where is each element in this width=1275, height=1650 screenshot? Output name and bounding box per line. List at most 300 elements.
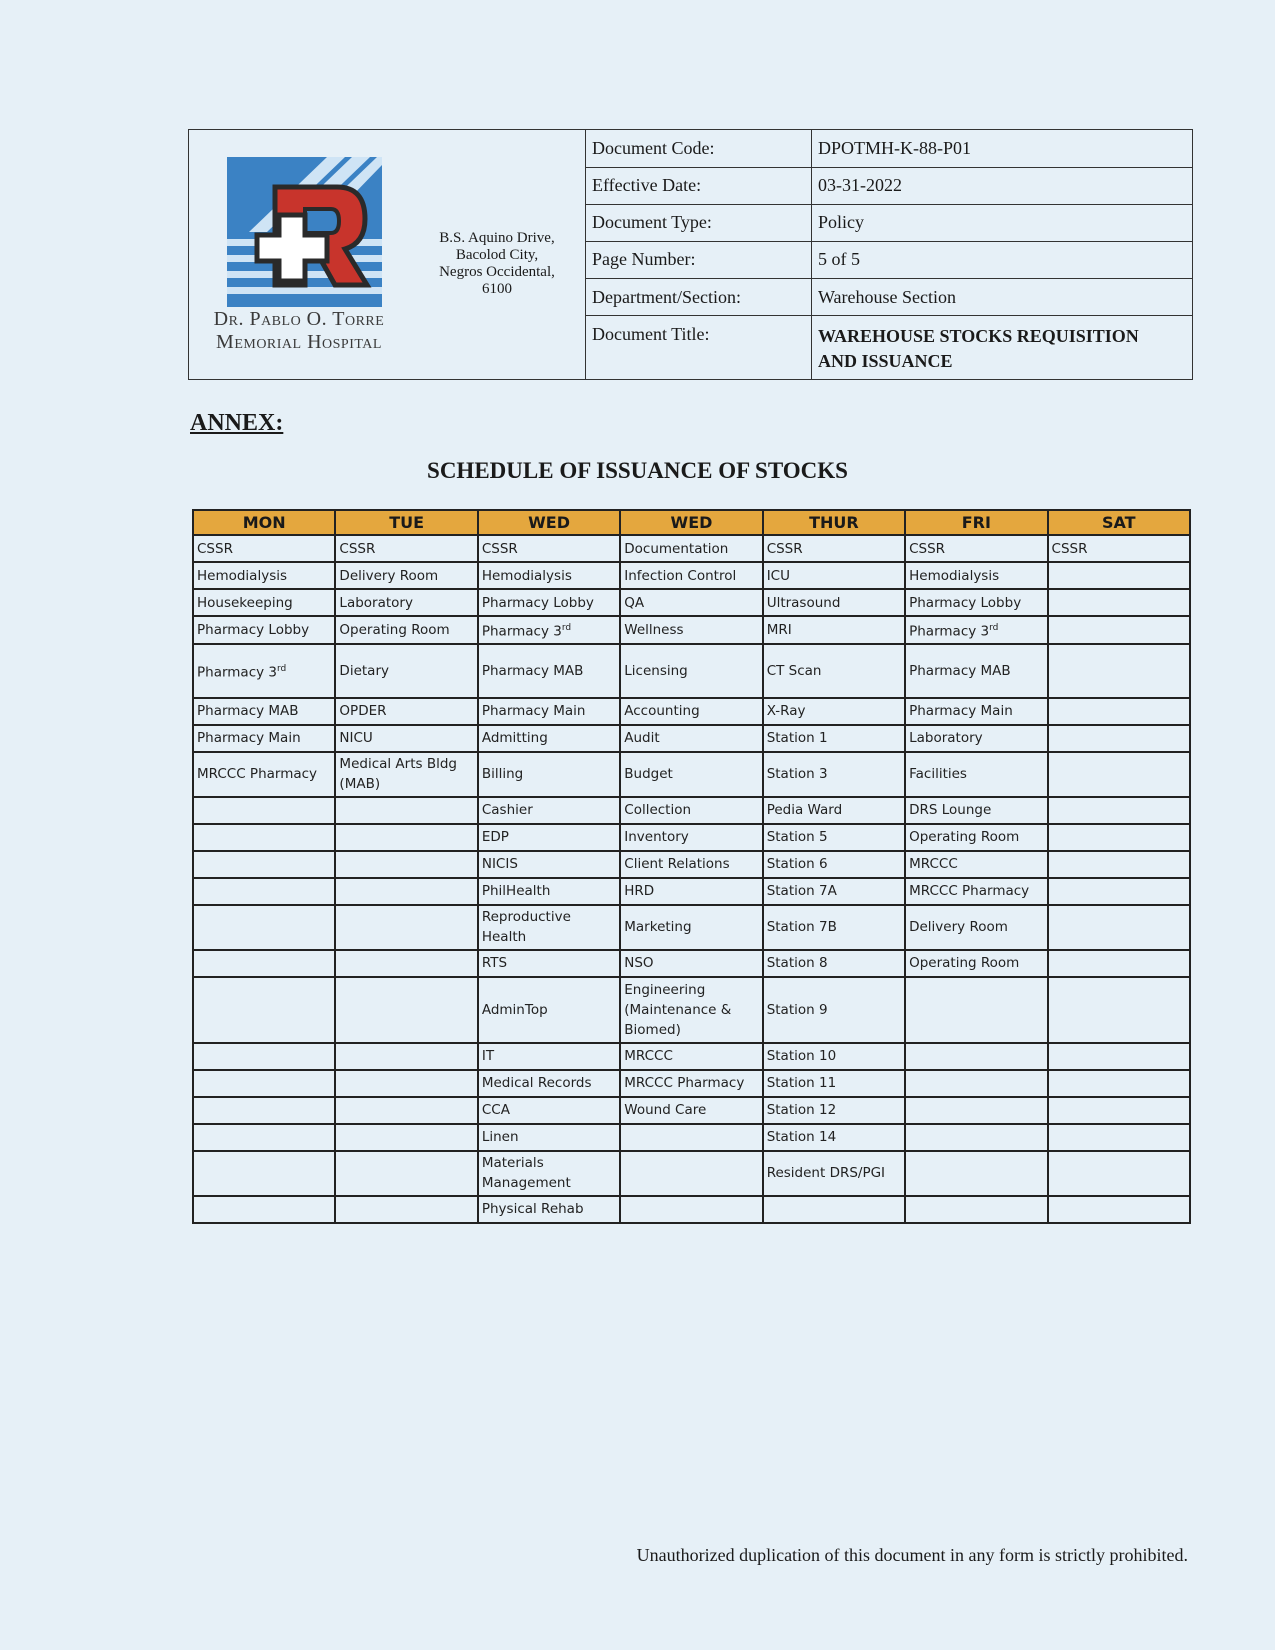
cell-text: ICU bbox=[766, 567, 790, 584]
cell-text: MRCCC bbox=[909, 856, 958, 872]
schedule-table bbox=[192, 509, 1191, 1224]
table-cell bbox=[763, 878, 905, 905]
table-cell bbox=[335, 905, 477, 950]
table-cell bbox=[763, 905, 905, 950]
cell-text: Cashier bbox=[481, 802, 533, 818]
table-cell bbox=[620, 905, 762, 950]
table-cell bbox=[620, 1124, 762, 1151]
table-cell bbox=[1048, 905, 1190, 950]
cell-text: Facilities bbox=[909, 766, 967, 782]
cell-text: MRCCC Pharmacy bbox=[197, 766, 318, 782]
table-cell bbox=[478, 616, 620, 644]
meta-row bbox=[586, 279, 1192, 316]
table-cell bbox=[193, 1124, 335, 1151]
cell-text: Hemodialysis bbox=[909, 567, 1000, 584]
table-cell bbox=[335, 797, 477, 824]
table-cell bbox=[763, 616, 905, 644]
cell-text: MRCCC Pharmacy bbox=[624, 1075, 745, 1091]
column-header-thur: THUR bbox=[763, 510, 905, 535]
table-cell bbox=[763, 1151, 905, 1196]
cell-text: Medical Records bbox=[481, 1075, 592, 1091]
table-cell bbox=[335, 824, 477, 851]
table-cell bbox=[193, 725, 335, 752]
cell-text: Inventory bbox=[624, 829, 689, 845]
table-cell bbox=[620, 824, 762, 851]
table-cell bbox=[193, 1043, 335, 1070]
table-cell bbox=[478, 950, 620, 977]
table-cell bbox=[620, 1097, 762, 1124]
cell-text: RTS bbox=[481, 955, 508, 971]
cell-text: Station 12 bbox=[766, 1102, 837, 1118]
table-cell bbox=[335, 851, 477, 878]
table-cell bbox=[620, 725, 762, 752]
table-cell bbox=[478, 1151, 620, 1196]
table-cell bbox=[478, 878, 620, 905]
table-cell bbox=[763, 562, 905, 589]
table-row bbox=[193, 535, 1190, 562]
meta-row bbox=[586, 204, 1192, 241]
table-cell bbox=[335, 589, 477, 616]
table-row bbox=[193, 644, 1190, 698]
table-cell bbox=[905, 589, 1047, 616]
table-cell bbox=[193, 1097, 335, 1124]
table-cell bbox=[905, 797, 1047, 824]
table-row bbox=[193, 851, 1190, 878]
cell-text: Collection bbox=[624, 802, 692, 818]
table-cell bbox=[1048, 616, 1190, 644]
meta-label: Department/Section: bbox=[586, 279, 812, 316]
cell-text: Operating Room bbox=[909, 829, 1020, 845]
cell-text: Reproductive Health bbox=[481, 909, 571, 945]
table-cell bbox=[763, 1070, 905, 1097]
table-cell bbox=[620, 535, 762, 562]
table-cell bbox=[478, 905, 620, 950]
cell-text: Materials Management bbox=[481, 1155, 571, 1191]
document-title-line1: WAREHOUSE STOCKS REQUISITION bbox=[818, 326, 1139, 347]
cell-text: Hemodialysis bbox=[481, 567, 572, 584]
table-row bbox=[193, 1124, 1190, 1151]
schedule-title: SCHEDULE OF ISSUANCE OF STOCKS bbox=[427, 458, 848, 483]
cell-text: Operating Room bbox=[339, 621, 450, 638]
table-cell bbox=[1048, 535, 1190, 562]
table-cell bbox=[905, 725, 1047, 752]
table-cell bbox=[905, 752, 1047, 797]
cell-text: X-Ray bbox=[766, 703, 806, 719]
table-cell bbox=[1048, 1097, 1190, 1124]
table-cell bbox=[335, 725, 477, 752]
cell-text: Pharmacy Main bbox=[197, 730, 301, 746]
cell-text: Hemodialysis bbox=[197, 567, 288, 584]
cell-text: Station 7A bbox=[766, 883, 837, 899]
meta-value: 03-31-2022 bbox=[812, 167, 1193, 204]
table-row bbox=[193, 1151, 1190, 1196]
meta-row bbox=[586, 167, 1192, 204]
table-row bbox=[193, 698, 1190, 725]
table-cell bbox=[620, 977, 762, 1043]
table-cell bbox=[1048, 977, 1190, 1043]
column-header-wed: WED bbox=[478, 510, 620, 535]
table-cell bbox=[1048, 1070, 1190, 1097]
table-cell bbox=[905, 905, 1047, 950]
cell-text: Operating Room bbox=[909, 955, 1020, 971]
cell-text: CCA bbox=[481, 1102, 510, 1118]
column-header-mon: MON bbox=[193, 510, 335, 535]
table-cell bbox=[905, 616, 1047, 644]
table-cell bbox=[193, 644, 335, 698]
cell-text: Pharmacy Main bbox=[909, 703, 1013, 719]
table-cell bbox=[335, 977, 477, 1043]
meta-label: Document Title: bbox=[586, 316, 812, 379]
table-cell bbox=[620, 1070, 762, 1097]
cell-text: Station 1 bbox=[766, 730, 828, 746]
cell-text: Medical Arts Bldg (MAB) bbox=[339, 756, 457, 792]
table-cell bbox=[1048, 1043, 1190, 1070]
cell-text: CSSR bbox=[197, 540, 233, 557]
table-cell bbox=[905, 562, 1047, 589]
table-cell bbox=[335, 1097, 477, 1124]
table-cell bbox=[193, 950, 335, 977]
table-cell bbox=[905, 851, 1047, 878]
cell-text: AdminTop bbox=[481, 1001, 548, 1018]
table-cell bbox=[620, 797, 762, 824]
cell-text: PhilHealth bbox=[481, 883, 551, 899]
table-cell bbox=[335, 1196, 477, 1223]
table-cell bbox=[478, 824, 620, 851]
table-cell bbox=[193, 797, 335, 824]
table-cell bbox=[763, 725, 905, 752]
table-cell bbox=[193, 824, 335, 851]
cell-text: Infection Control bbox=[624, 567, 737, 584]
table-row bbox=[193, 725, 1190, 752]
table-cell bbox=[335, 1151, 477, 1196]
cell-text: Pharmacy MAB bbox=[197, 703, 299, 719]
table-cell bbox=[620, 616, 762, 644]
meta-label: Document Type: bbox=[586, 204, 812, 241]
table-cell bbox=[1048, 698, 1190, 725]
table-cell bbox=[1048, 1196, 1190, 1223]
cell-text: CT Scan bbox=[766, 662, 822, 679]
table-row bbox=[193, 1196, 1190, 1223]
cell-text: Documentation bbox=[624, 540, 729, 557]
column-header-tue: TUE bbox=[335, 510, 477, 535]
ordinal-superscript: rd bbox=[561, 623, 572, 633]
table-cell bbox=[335, 535, 477, 562]
cell-text: Pharmacy 3 bbox=[481, 623, 562, 640]
cell-text: Physical Rehab bbox=[481, 1201, 584, 1217]
table-cell bbox=[1048, 1151, 1190, 1196]
table-cell bbox=[620, 1043, 762, 1070]
schedule-header-row bbox=[193, 510, 1190, 535]
table-cell bbox=[905, 1070, 1047, 1097]
cell-text: Licensing bbox=[624, 662, 688, 679]
meta-value: 5 of 5 bbox=[812, 241, 1193, 278]
table-cell bbox=[478, 589, 620, 616]
hospital-address bbox=[417, 230, 577, 298]
table-cell bbox=[478, 1124, 620, 1151]
cell-text: Station 3 bbox=[766, 766, 828, 782]
cell-text: Delivery Room bbox=[339, 567, 439, 584]
table-cell bbox=[335, 698, 477, 725]
table-cell bbox=[620, 698, 762, 725]
cell-text: Linen bbox=[481, 1129, 519, 1145]
table-cell bbox=[193, 698, 335, 725]
column-header-wed: WED bbox=[620, 510, 762, 535]
meta-value: Policy bbox=[812, 204, 1193, 241]
table-cell bbox=[905, 1151, 1047, 1196]
cell-text: Station 8 bbox=[766, 955, 828, 971]
cell-text: CSSR bbox=[909, 540, 946, 557]
cell-text: Marketing bbox=[624, 919, 692, 935]
table-cell bbox=[335, 1124, 477, 1151]
table-cell bbox=[763, 977, 905, 1043]
address-line: B.S. Aquino Drive, bbox=[439, 230, 555, 246]
meta-value: DPOTMH-K-88-P01 bbox=[812, 130, 1193, 167]
document-title-line2: AND ISSUANCE bbox=[818, 351, 953, 372]
document-meta-table bbox=[586, 130, 1192, 379]
column-header-sat: SAT bbox=[1048, 510, 1190, 535]
table-cell bbox=[335, 1070, 477, 1097]
cell-text: OPDER bbox=[339, 703, 387, 719]
table-cell bbox=[1048, 725, 1190, 752]
table-cell bbox=[478, 797, 620, 824]
table-cell bbox=[478, 698, 620, 725]
cell-text: Billing bbox=[481, 766, 524, 782]
hospital-name-line2: Memorial Hospital bbox=[216, 331, 382, 353]
cell-text: Admitting bbox=[481, 730, 548, 746]
table-cell bbox=[335, 752, 477, 797]
table-row bbox=[193, 977, 1190, 1043]
table-cell bbox=[335, 1043, 477, 1070]
cell-text: MRCCC bbox=[624, 1048, 673, 1064]
cell-text: EDP bbox=[481, 829, 509, 845]
cell-text: Client Relations bbox=[624, 856, 730, 872]
hospital-name-line1: Dr. Pablo O. Torre bbox=[213, 308, 385, 330]
meta-label: Document Code: bbox=[586, 130, 812, 167]
cell-text: Housekeeping bbox=[197, 594, 293, 611]
address-line: Negros Occidental, bbox=[439, 264, 555, 280]
table-cell bbox=[335, 950, 477, 977]
cell-text: Station 7B bbox=[766, 919, 837, 935]
table-cell bbox=[763, 950, 905, 977]
cell-text: Pharmacy Lobby bbox=[197, 621, 310, 638]
document-title bbox=[812, 316, 1193, 379]
table-cell bbox=[1048, 644, 1190, 698]
hospital-logo-icon bbox=[227, 157, 387, 309]
table-cell bbox=[193, 752, 335, 797]
table-cell bbox=[193, 616, 335, 644]
cell-text: Station 11 bbox=[766, 1075, 837, 1091]
cell-text: IT bbox=[481, 1048, 495, 1064]
table-cell bbox=[905, 1043, 1047, 1070]
cell-text: Laboratory bbox=[909, 730, 983, 746]
table-cell bbox=[763, 797, 905, 824]
table-cell bbox=[905, 1196, 1047, 1223]
table-cell bbox=[478, 535, 620, 562]
cell-text: CSSR bbox=[766, 540, 803, 557]
table-cell bbox=[620, 752, 762, 797]
document-meta bbox=[586, 130, 1192, 379]
cell-text: NICIS bbox=[481, 856, 518, 872]
table-cell bbox=[1048, 1124, 1190, 1151]
hospital-name bbox=[199, 308, 399, 354]
table-cell bbox=[905, 1124, 1047, 1151]
table-row bbox=[193, 878, 1190, 905]
document-header bbox=[188, 129, 1193, 380]
cell-text: Resident DRS/PGI bbox=[766, 1165, 886, 1181]
table-cell bbox=[763, 535, 905, 562]
table-cell bbox=[335, 616, 477, 644]
cell-text: Pharmacy MAB bbox=[481, 662, 584, 679]
table-cell bbox=[763, 644, 905, 698]
table-cell bbox=[620, 562, 762, 589]
cell-text: Engineering (Maintenance & Biomed) bbox=[624, 981, 732, 1038]
ordinal-superscript: rd bbox=[277, 663, 287, 674]
table-cell bbox=[1048, 851, 1190, 878]
cell-text: Station 6 bbox=[766, 856, 828, 872]
table-cell bbox=[763, 1196, 905, 1223]
table-cell bbox=[1048, 589, 1190, 616]
cell-text: Pharmacy 3 bbox=[909, 623, 990, 640]
table-cell bbox=[905, 824, 1047, 851]
table-cell bbox=[193, 977, 335, 1043]
cell-text: Ultrasound bbox=[766, 594, 841, 611]
table-cell bbox=[478, 1070, 620, 1097]
table-row bbox=[193, 1070, 1190, 1097]
table-cell bbox=[620, 1196, 762, 1223]
table-cell bbox=[763, 851, 905, 878]
table-row bbox=[193, 1097, 1190, 1124]
cell-text: Station 10 bbox=[766, 1048, 837, 1064]
table-row bbox=[193, 752, 1190, 797]
table-cell bbox=[335, 878, 477, 905]
table-cell bbox=[193, 1070, 335, 1097]
cell-text: Audit bbox=[624, 730, 660, 746]
table-cell bbox=[193, 878, 335, 905]
cell-text: MRCCC Pharmacy bbox=[909, 883, 1030, 899]
table-cell bbox=[620, 589, 762, 616]
table-cell bbox=[478, 644, 620, 698]
cell-text: NICU bbox=[339, 730, 373, 746]
cell-text: Pharmacy Main bbox=[481, 703, 586, 719]
table-cell bbox=[193, 905, 335, 950]
cell-text: Pharmacy 3 bbox=[197, 664, 277, 681]
table-cell bbox=[620, 1151, 762, 1196]
meta-row bbox=[586, 241, 1192, 278]
table-cell bbox=[478, 1043, 620, 1070]
cell-text: Station 14 bbox=[766, 1129, 837, 1145]
table-cell bbox=[335, 644, 477, 698]
table-cell bbox=[478, 1097, 620, 1124]
table-cell bbox=[905, 1097, 1047, 1124]
footer-notice: Unauthorized duplication of this document in any form is strictly prohibited. bbox=[636, 1545, 1188, 1565]
table-cell bbox=[1048, 797, 1190, 824]
address-line: Bacolod City, bbox=[455, 247, 539, 263]
table-cell bbox=[478, 977, 620, 1043]
table-cell bbox=[620, 644, 762, 698]
meta-row bbox=[586, 130, 1192, 167]
table-cell bbox=[763, 752, 905, 797]
meta-label: Page Number: bbox=[586, 241, 812, 278]
cell-text: Budget bbox=[624, 766, 673, 782]
hospital-identity bbox=[189, 130, 586, 379]
table-row bbox=[193, 589, 1190, 616]
cell-text: DRS Lounge bbox=[909, 802, 992, 818]
table-cell bbox=[1048, 562, 1190, 589]
table-cell bbox=[905, 644, 1047, 698]
table-row bbox=[193, 616, 1190, 644]
table-cell bbox=[478, 725, 620, 752]
table-cell bbox=[193, 562, 335, 589]
table-cell bbox=[763, 589, 905, 616]
cell-text: CSSR bbox=[339, 540, 376, 557]
cell-text: NSO bbox=[624, 955, 654, 971]
table-cell bbox=[620, 878, 762, 905]
table-cell bbox=[335, 562, 477, 589]
address-line: 6100 bbox=[482, 281, 512, 297]
table-cell bbox=[193, 1196, 335, 1223]
cell-text: Pharmacy MAB bbox=[909, 662, 1011, 679]
table-row bbox=[193, 824, 1190, 851]
table-cell bbox=[905, 698, 1047, 725]
cell-text: Station 5 bbox=[766, 829, 828, 845]
table-row bbox=[193, 797, 1190, 824]
cell-text: Accounting bbox=[624, 703, 700, 719]
cell-text: Wound Care bbox=[624, 1102, 707, 1118]
table-cell bbox=[763, 824, 905, 851]
schedule-body bbox=[193, 535, 1190, 1223]
annex-heading: ANNEX: bbox=[190, 410, 284, 436]
cell-text: HRD bbox=[624, 883, 655, 899]
cell-text: CSSR bbox=[1051, 540, 1088, 557]
table-row bbox=[193, 1043, 1190, 1070]
cell-text: Laboratory bbox=[339, 594, 413, 611]
cell-text: Dietary bbox=[339, 662, 389, 679]
table-cell bbox=[905, 950, 1047, 977]
ordinal-superscript: rd bbox=[989, 623, 999, 633]
cell-text: CSSR bbox=[481, 540, 518, 557]
table-cell bbox=[620, 950, 762, 977]
cell-text: Delivery Room bbox=[909, 919, 1008, 935]
cell-text: MRI bbox=[766, 621, 792, 638]
table-cell bbox=[193, 1151, 335, 1196]
cell-text: Pedia Ward bbox=[766, 802, 843, 818]
cell-text: Pharmacy Lobby bbox=[481, 594, 594, 611]
table-cell bbox=[478, 851, 620, 878]
table-row bbox=[193, 562, 1190, 589]
table-cell bbox=[478, 1196, 620, 1223]
cell-text: Pharmacy Lobby bbox=[909, 594, 1022, 611]
table-cell bbox=[1048, 878, 1190, 905]
table-cell bbox=[1048, 824, 1190, 851]
cell-text: Station 9 bbox=[766, 1001, 828, 1018]
table-cell bbox=[1048, 950, 1190, 977]
table-cell bbox=[763, 1097, 905, 1124]
table-cell bbox=[905, 878, 1047, 905]
column-header-fri: FRI bbox=[905, 510, 1047, 535]
table-cell bbox=[905, 535, 1047, 562]
table-cell bbox=[478, 562, 620, 589]
table-cell bbox=[1048, 752, 1190, 797]
meta-row bbox=[586, 316, 1192, 379]
table-cell bbox=[193, 851, 335, 878]
table-row bbox=[193, 950, 1190, 977]
meta-value: Warehouse Section bbox=[812, 279, 1193, 316]
table-cell bbox=[763, 1124, 905, 1151]
table-cell bbox=[193, 589, 335, 616]
table-cell bbox=[193, 535, 335, 562]
meta-label: Effective Date: bbox=[586, 167, 812, 204]
table-row bbox=[193, 905, 1190, 950]
